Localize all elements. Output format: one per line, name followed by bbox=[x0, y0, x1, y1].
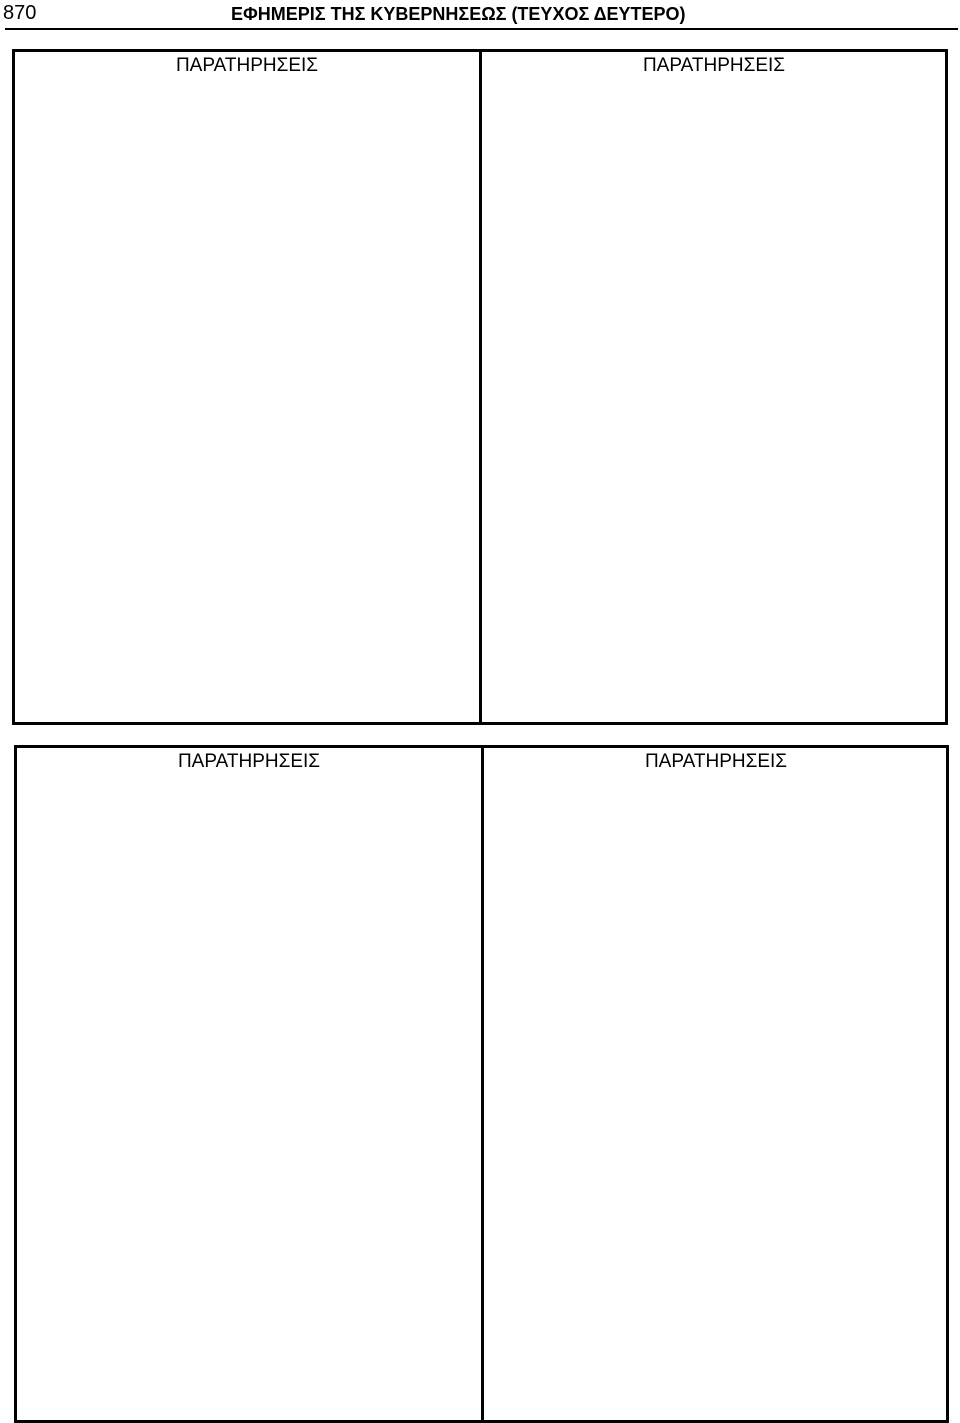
header-rule bbox=[5, 28, 958, 30]
remarks-label-top-right: ΠΑΡΑΤΗΡΗΣΕΙΣ bbox=[642, 55, 786, 76]
column-divider-top bbox=[479, 52, 482, 722]
remarks-table-bottom bbox=[14, 745, 949, 1423]
remarks-label-top-left: ΠΑΡΑΤΗΡΗΣΕΙΣ bbox=[175, 55, 319, 76]
page-title: ΕΦΗΜΕΡΙΣ ΤΗΣ ΚΥΒΕΡΝΗΣΕΩΣ (ΤΕΥΧΟΣ ΔΕΥΤΕΡΟ) bbox=[231, 4, 686, 24]
column-divider-bottom bbox=[481, 748, 484, 1420]
remarks-label-bottom-right: ΠΑΡΑΤΗΡΗΣΕΙΣ bbox=[644, 751, 788, 772]
page-number: 870 bbox=[3, 2, 37, 24]
page-header bbox=[0, 0, 960, 30]
remarks-table-top bbox=[12, 49, 948, 725]
remarks-label-bottom-left: ΠΑΡΑΤΗΡΗΣΕΙΣ bbox=[177, 751, 321, 772]
